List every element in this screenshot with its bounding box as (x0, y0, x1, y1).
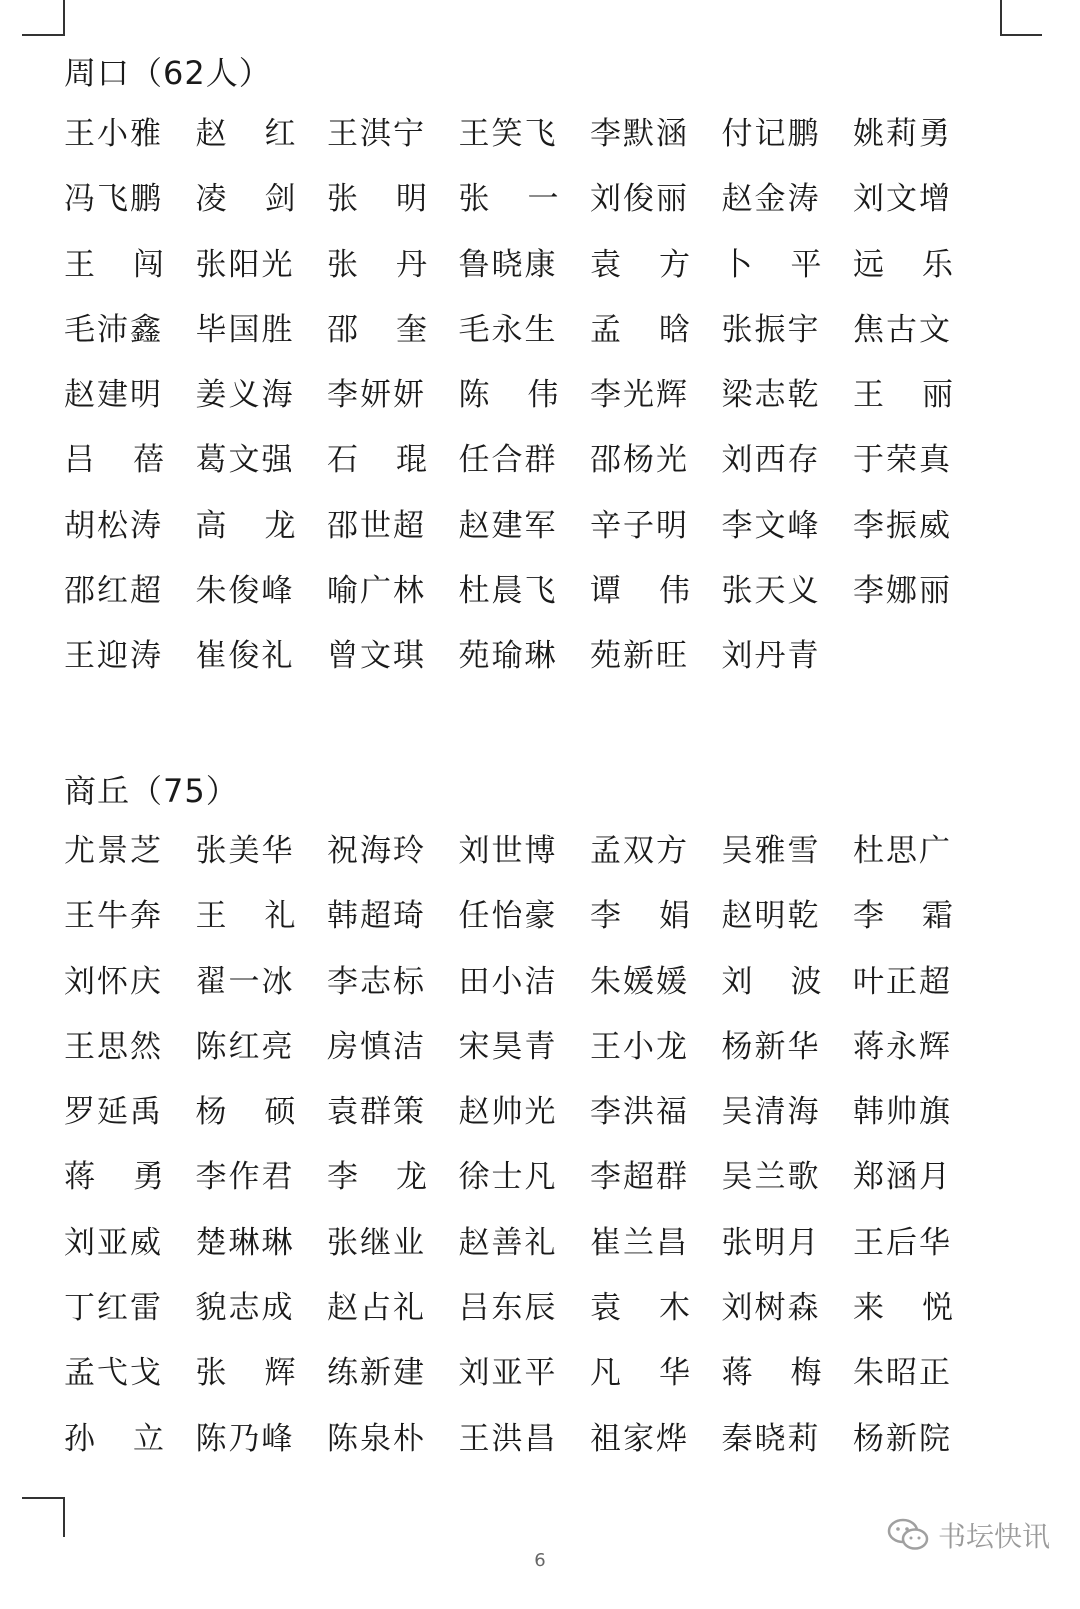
name-cell: 喻广林 (327, 573, 426, 610)
crop-mark-top-left-vertical (63, 0, 65, 36)
name-cell: 杨 硕 (195, 1094, 296, 1131)
name-cell: 李默涵 (590, 116, 689, 152)
name-cell: 张明月 (721, 1224, 821, 1261)
name-cell: 来 悦 (853, 1290, 953, 1327)
name-cell: 赵帅光 (458, 1094, 558, 1131)
name-cell: 任怡豪 (458, 898, 558, 935)
name-cell: 邵 奎 (327, 311, 427, 348)
watermark (886, 1515, 1050, 1555)
name-cell: 王 闯 (64, 246, 164, 283)
name-cell: 吕东辰 (458, 1290, 558, 1327)
name-cell: 毛沛鑫 (64, 311, 163, 348)
name-cell: 丁红雷 (64, 1290, 163, 1327)
name-cell: 孟 晗 (590, 311, 690, 348)
name-cell: 高 龙 (195, 507, 296, 544)
name-cell: 韩帅旗 (853, 1094, 952, 1131)
name-cell: 刘文增 (853, 181, 952, 218)
name-cell: 王洪昌 (458, 1420, 558, 1457)
name-cell: 张 辉 (195, 1355, 296, 1392)
name-cell: 袁 方 (590, 246, 690, 283)
name-cell: 孟弋戈 (64, 1355, 163, 1392)
name-cell: 貌志成 (195, 1290, 295, 1327)
name-cell: 李作君 (195, 1159, 295, 1196)
crop-mark-bottom-left-horizontal (22, 1497, 64, 1499)
name-cell: 张天义 (721, 573, 821, 610)
name-cell: 楚琳琳 (195, 1224, 295, 1261)
name-cell: 任合群 (458, 442, 558, 479)
name-cell: 辛子明 (590, 507, 689, 544)
name-cell: 邵杨光 (590, 442, 689, 479)
name-cell: 吴雅雪 (721, 833, 821, 869)
crop-mark-top-right-vertical (1000, 0, 1002, 36)
name-cell: 赵建明 (64, 377, 163, 414)
name-cell: 杜思广 (853, 833, 952, 869)
name-cell: 付记鹏 (721, 116, 821, 152)
name-cell: 蒋 勇 (64, 1159, 164, 1196)
name-grid-zhoukou (64, 114, 985, 702)
name-cell: 尤景芝 (64, 833, 163, 869)
name-cell: 练新建 (327, 1355, 426, 1392)
name-cell: 赵明乾 (721, 898, 821, 935)
name-cell: 秦晓莉 (721, 1420, 821, 1457)
name-cell: 邵红超 (64, 573, 163, 610)
name-cell: 冯飞鹏 (64, 181, 163, 218)
name-cell: 苑瑜琳 (458, 638, 558, 675)
name-cell: 陈乃峰 (195, 1420, 295, 1457)
name-cell: 石 琨 (327, 442, 427, 479)
name-cell: 李文峰 (721, 507, 821, 544)
name-cell: 韩超琦 (327, 898, 426, 935)
name-cell: 赵金涛 (721, 181, 821, 218)
name-cell: 孙 立 (64, 1420, 164, 1457)
name-cell: 李光辉 (590, 377, 689, 414)
name-cell: 张继业 (327, 1224, 426, 1261)
name-cell: 刘树森 (721, 1290, 821, 1327)
name-cell: 赵善礼 (458, 1224, 558, 1261)
name-cell: 凌 剑 (195, 181, 296, 218)
name-grid-shangqiu (64, 831, 985, 1484)
name-cell: 袁 木 (590, 1290, 690, 1327)
name-cell: 朱俊峰 (195, 573, 295, 610)
name-cell: 赵建军 (458, 507, 558, 544)
section-title-shangqiu: 商丘（75） (64, 772, 239, 810)
name-cell: 祖家烨 (590, 1420, 689, 1457)
crop-mark-bottom-left-vertical (63, 1497, 65, 1537)
name-cell: 赵占礼 (327, 1290, 426, 1327)
name-cell: 王迎涛 (64, 638, 163, 675)
name-cell: 卜 平 (721, 246, 822, 283)
name-cell: 朱昭正 (853, 1355, 952, 1392)
name-cell: 李志标 (327, 963, 426, 1000)
name-cell: 李洪福 (590, 1094, 689, 1131)
name-cell: 姚莉勇 (853, 116, 952, 152)
name-cell: 李超群 (590, 1159, 689, 1196)
section-title-zhoukou: 周口（62人） (64, 54, 272, 92)
name-cell: 杨新院 (853, 1420, 952, 1457)
name-cell: 朱媛媛 (590, 963, 689, 1000)
name-cell: 吴清海 (721, 1094, 821, 1131)
name-cell: 邵世超 (327, 507, 426, 544)
name-cell: 张 丹 (327, 246, 427, 283)
name-cell: 张振宇 (721, 311, 821, 348)
name-cell: 毕国胜 (195, 311, 295, 348)
name-cell: 曾文琪 (327, 638, 426, 675)
name-cell: 胡松涛 (64, 507, 163, 544)
name-cell: 王 丽 (853, 377, 953, 414)
name-cell: 崔兰昌 (590, 1224, 689, 1261)
name-cell: 刘亚威 (64, 1224, 163, 1261)
name-cell: 李娜丽 (853, 573, 952, 610)
name-cell: 刘亚平 (458, 1355, 558, 1392)
name-cell: 梁志乾 (721, 377, 821, 414)
name-cell: 张阳光 (195, 246, 295, 283)
name-cell: 刘怀庆 (64, 963, 163, 1000)
name-cell: 王淇宁 (327, 116, 426, 152)
name-cell: 于荣真 (853, 442, 952, 479)
page-number: 6 (534, 1550, 546, 1571)
name-cell: 谭 伟 (590, 573, 690, 610)
name-cell: 王小雅 (64, 116, 163, 152)
name-cell: 翟一冰 (195, 963, 295, 1000)
name-cell: 房慎洁 (327, 1028, 426, 1065)
name-cell: 王笑飞 (458, 116, 558, 152)
name-cell: 远 乐 (853, 246, 953, 283)
watermark-text: 书坛快讯 (937, 1520, 1050, 1553)
name-cell: 蒋永辉 (853, 1028, 952, 1065)
name-cell: 刘丹青 (721, 638, 821, 675)
name-cell: 袁群策 (327, 1094, 426, 1131)
crop-mark-top-right-horizontal (1000, 34, 1042, 36)
name-cell: 吴兰歌 (721, 1159, 821, 1196)
name-cell: 罗延禹 (64, 1094, 163, 1131)
name-cell: 焦古文 (853, 311, 952, 348)
name-cell: 鲁晓康 (458, 246, 558, 283)
name-cell: 张美华 (195, 833, 295, 869)
name-cell: 李 霜 (853, 898, 953, 935)
name-cell: 陈 伟 (458, 377, 559, 414)
name-cell: 毛永生 (458, 311, 558, 348)
name-cell: 苑新旺 (590, 638, 689, 675)
name-cell: 李 娟 (590, 898, 690, 935)
name-cell: 崔俊礼 (195, 638, 295, 675)
name-cell: 祝海玲 (327, 833, 426, 869)
name-cell: 葛文强 (195, 442, 295, 479)
name-cell: 陈红亮 (195, 1028, 295, 1065)
name-cell: 姜义海 (195, 377, 295, 414)
name-cell: 陈泉朴 (327, 1420, 426, 1457)
crop-mark-top-left-horizontal (22, 34, 64, 36)
name-cell: 王小龙 (590, 1028, 689, 1065)
name-cell: 徐士凡 (458, 1159, 558, 1196)
name-cell: 吕 蓓 (64, 442, 164, 479)
name-cell: 杜晨飞 (458, 573, 558, 610)
wechat-icon (886, 1517, 930, 1553)
name-cell: 李妍妍 (327, 377, 426, 414)
name-cell: 刘西存 (721, 442, 821, 479)
name-cell: 田小洁 (458, 963, 558, 1000)
name-cell: 王思然 (64, 1028, 163, 1065)
name-cell: 宋昊青 (458, 1028, 558, 1065)
name-cell: 刘世博 (458, 833, 558, 869)
name-cell: 刘 波 (721, 963, 822, 1000)
name-cell: 孟双方 (590, 833, 689, 869)
name-cell: 李振威 (853, 507, 952, 544)
name-cell: 王 礼 (195, 898, 296, 935)
name-cell: 赵 红 (195, 116, 296, 152)
name-cell: 杨新华 (721, 1028, 821, 1065)
name-cell: 蒋 梅 (721, 1355, 822, 1392)
name-cell: 张 明 (327, 181, 427, 218)
name-cell: 刘俊丽 (590, 181, 689, 218)
name-cell: 叶正超 (853, 963, 952, 1000)
name-cell: 王后华 (853, 1224, 952, 1261)
name-cell: 张 一 (458, 181, 559, 218)
name-cell: 郑涵月 (853, 1159, 952, 1196)
name-cell: 李 龙 (327, 1159, 427, 1196)
name-cell: 王牛奔 (64, 898, 163, 935)
name-cell: 凡 华 (590, 1355, 690, 1392)
